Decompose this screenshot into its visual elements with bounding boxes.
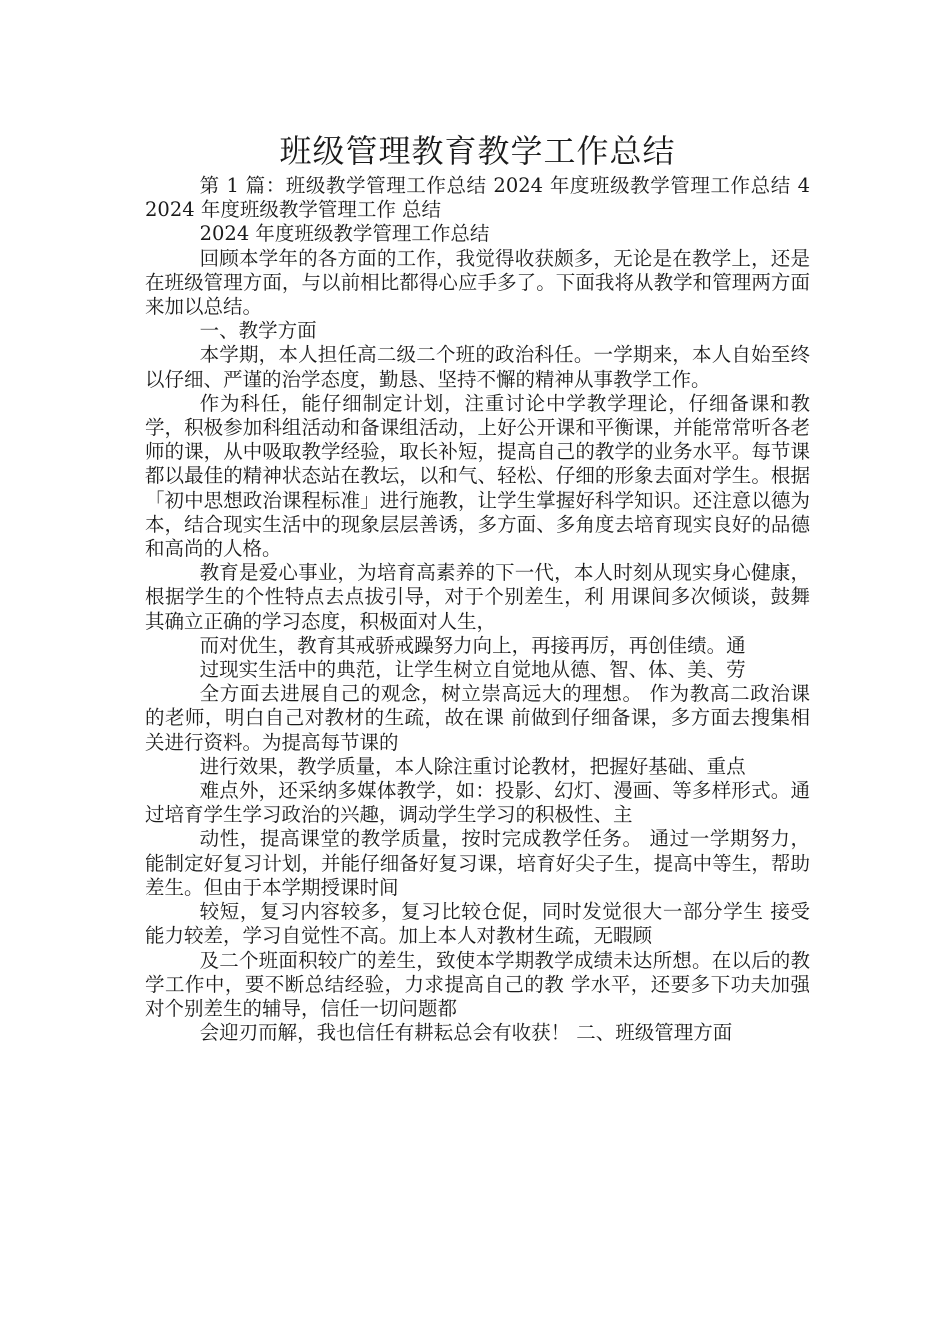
paragraph: 本学期，本人担任高二级二个班的政治科任。一学期来，本人自始至终以仔细、严谨的治学态度，勤恳、坚持不懈的精神从事教学工作。	[145, 343, 810, 391]
section-heading-teaching: 一、教学方面	[199, 319, 317, 343]
paragraph-article-heading: 第 1 篇：班级教学管理工作总结 2024 年度班级教学管理工作总结 4 2024 年度班级教学管理工作 总结	[145, 174, 810, 222]
paragraph-subtitle: 2024 年度班级教学管理工作总结	[199, 222, 490, 246]
paragraph: 过现实生活中的典范，让学生树立自觉地从德、智、体、美、劳	[199, 658, 746, 682]
paragraph-class-management-start: 会迎刃而解，我也信任有耕耘总会有收获！ 二、班级管理方面	[199, 1021, 733, 1045]
paragraph: 较短，复习内容较多，复习比较仓促，同时发觉很大一部分学生 接受能力较差，学习自觉性不高。加上本人对教材生疏，无暇顾	[145, 900, 810, 948]
paragraph: 教育是爱心事业，为培育高素养的下一代，本人时刻从现实身心健康，根据学生的个性特点去点拔引导，对于个别差生，利 用课间多次倾谈，鼓舞其确立正确的学习态度，积极面对人生，	[145, 561, 810, 633]
paragraph-review: 回顾本学年的各方面的工作，我觉得收获颇多，无论是在教学上，还是在班级管理方面，与以前相比都得心应手多了。下面我将从教学和管理两方面来加以总结。	[145, 246, 810, 319]
paragraph: 全方面去进展自己的观念，树立崇高远大的理想。 作为教高二政治课的老师，明白自己对教材的生疏，故在课 前做到仔细备课，多方面去搜集相关进行资料。为提高每节课的	[145, 682, 810, 754]
document-title: 班级管理教育教学工作总结	[279, 132, 676, 170]
paragraph: 进行效果，教学质量，本人除注重讨论教材，把握好基础、重点	[199, 754, 746, 778]
paragraph: 难点外，还采纳多媒体教学，如：投影、幻灯、漫画、等多样形式。通过培育学生学习政治的兴趣，调动学生学习的积极性、主	[145, 779, 810, 827]
paragraph: 动性，提高课堂的教学质量，按时完成教学任务。 通过一学期努力，能制定好复习计划，并能仔细备好复习课，培育好尖子生，提高中等生，帮助差生。但由于本学期授课时间	[145, 827, 810, 899]
paragraph: 及二个班面积较广的差生，致使本学期教学成绩未达所想。在以后的教学工作中，要不断总结经验，力求提高自己的教 学水平，还要多下功夫加强对个别差生的辅导，信任一切问题都	[145, 948, 810, 1020]
paragraph: 而对优生，教育其戒骄戒躁努力向上，再接再厉，再创佳绩。通	[199, 633, 746, 657]
paragraph: 作为科任，能仔细制定计划，注重讨论中学教学理论，仔细备课和教学，积极参加科组活动和备课组活动，上好公开课和平衡课，并能常常听各老师的课，从中吸取教学经验，取长补短，提高自己的教学的业务水平。每节课都以最佳的精神状态站在教坛，以和气、轻松、仔细的形象去面对学生。根据「初中思想政治课程标准」进行施教，让学生掌握好科学知识。还注意以德为本，结合现实生活中的现象层层善诱，多方面、多角度去培育现实良好的品德和高尚的人格。	[145, 391, 810, 561]
document-page	[145, 130, 810, 1045]
